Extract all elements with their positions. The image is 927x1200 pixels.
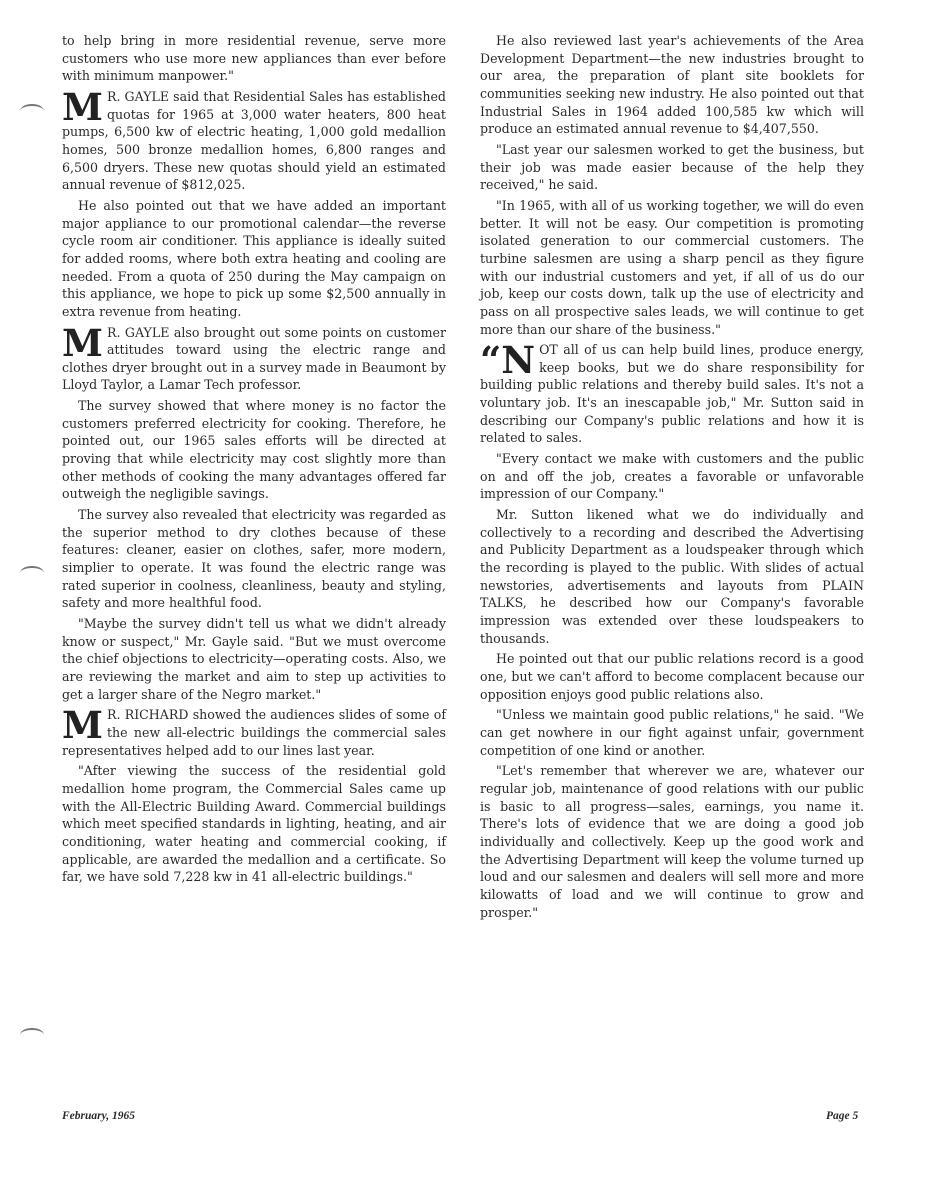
paragraph-text: R. RICHARD showed the audiences slides of some of the new all-electric buildings the commercial sales representatives helped add to our lines last year.: [62, 707, 446, 758]
paragraph-text: R. GAYLE also brought out some points on customer attitudes toward using the electric range and clothes dryer brought out in a survey made in Beaumont by Lloyd Taylor, a Lamar Tech professor.: [62, 324, 446, 393]
drop-cap: M: [62, 84, 103, 129]
drop-cap: “N: [480, 338, 536, 383]
paragraph: "After viewing the success of the residential gold medallion home program, the Commercial Sales came up with the All-Electric Building Award. Commercial buildings which meet specified standards in lighting, heating, and air conditioning, water heating and commercial cooking, if applicable, are awarded the medallion and a certificate. So far, we have sold 7,228 kw in 41 all-electric buildings.": [62, 763, 446, 885]
paragraph: "Unless we maintain good public relations," he said. "We can get nowhere in our fight against unfair, government competition of one kind or another.: [480, 707, 864, 758]
binder-hole-mark: [20, 104, 44, 118]
paragraph: [480, 338, 864, 447]
binder-hole-mark: [20, 566, 44, 580]
page-number: Page 5: [826, 1110, 859, 1122]
right-column: [480, 32, 864, 924]
paragraph: The survey showed that where money is no factor the customers preferred electricity for cooking. Therefore, he pointed out, our 1965 sales efforts will be directed at proving that while electricity may cost slightly more than other methods of cooking the many advantages offered far outweigh the negligible savings.: [62, 398, 446, 502]
paragraph: [62, 703, 446, 759]
paragraph-text: OT all of us can help build lines, produce energy, keep books, but we do share responsibility for building public relations and thereby build sales. It's not a voluntary job. It's an inescapable job," Mr. Sutton said in describing our Company's public relations and how it is related to sales.: [480, 342, 864, 446]
paragraph: Mr. Sutton likened what we do individually and collectively to a recording and described the Advertising and Publicity Department as a loudspeaker through which the recording is played to the public. With slides of actual newstories, advertisements and layouts from PLAIN TALKS, he described how our Company's favorable impression was extended over these loudspeakers to thousands.: [480, 507, 864, 646]
paragraph: He also pointed out that we have added an important major appliance to our promotional calendar—the reverse cycle room air conditioner. This appliance is ideally suited for added rooms, where both extra heating and cooling are needed. From a quota of 250 during the May campaign on this appliance, we hope to pick up some $2,500 annually in extra revenue from heating.: [62, 197, 446, 319]
paragraph: [62, 84, 446, 194]
paragraph: "In 1965, with all of us working together, we will do even better. It will not be easy. Our competition is promoting isolated generation to our commercial customers. The turbine salesmen are using a sharp pencil as they figure with our industrial customers and yet, if all of us do our job, keep our costs down, talk up the use of electricity and pass on all prospective sales leads, we will continue to get more than our share of the business.": [480, 197, 864, 337]
left-column: [62, 32, 446, 889]
paragraph: He pointed out that our public relations record is a good one, but we can't afford to become complacent because our opposition enjoys good public relations also.: [480, 651, 864, 702]
drop-cap: M: [62, 320, 103, 365]
paragraph: The survey also revealed that electricity was regarded as the superior method to dry clothes because of these features: cleaner, easier on clothes, safer, more modern, simplier to operate. It was found the electric range was rated superior in coolness, cleanliness, beauty and styling, safety and more healthful food.: [62, 507, 446, 611]
paragraph: to help bring in more residential revenue, serve more customers who use more new appliances than ever before with minimum manpower.": [62, 33, 446, 84]
drop-cap: M: [62, 703, 103, 748]
paragraph: "Maybe the survey didn't tell us what we didn't already know or suspect," Mr. Gayle said. "But we must overcome the chief objections to electricity—operating costs. Also, we are reviewing the market and aim to step up activities to get a larger share of the Negro market.": [62, 616, 446, 702]
paragraph: He also reviewed last year's achievements of the Area Development Department—the new industries brought to our area, the preparation of plant site booklets for communities seeking new industry. He also pointed out that Industrial Sales in 1964 added 100,585 kw which will produce an estimated annual revenue to $4,407,550.: [480, 33, 864, 137]
binder-hole-mark: [20, 1028, 44, 1042]
paragraph: "Last year our salesmen worked to get the business, but their job was made easier because of the help they received," he said.: [480, 141, 864, 193]
paragraph-text: R. GAYLE said that Residential Sales has established quotas for 1965 at 3,000 water heaters, 800 heat pumps, 6,500 kw of electric heating, 1,000 gold medallion homes, 500 bronze medallion homes, 6,800 ranges and 6,500 dryers. These new quotas should yield an estimated annual revenue of $812,025.: [62, 88, 446, 193]
paragraph: "Let's remember that wherever we are, whatever our regular job, maintenance of good relations with our public is basic to all progress—sales, earnings, you name it. There's lots of evidence that we are doing a good job individually and collectively. Keep up the good work and the Advertising Department will keep the volume turned up loud and our salesmen and dealers will sell more and more kilowatts of load and we will continue to grow and prosper.": [480, 763, 864, 920]
paragraph: [62, 320, 446, 395]
footer-date: February, 1965: [62, 1110, 136, 1122]
paragraph: "Every contact we make with customers and the public on and off the job, creates a favorable or unfavorable impression of our Company.": [480, 451, 864, 502]
